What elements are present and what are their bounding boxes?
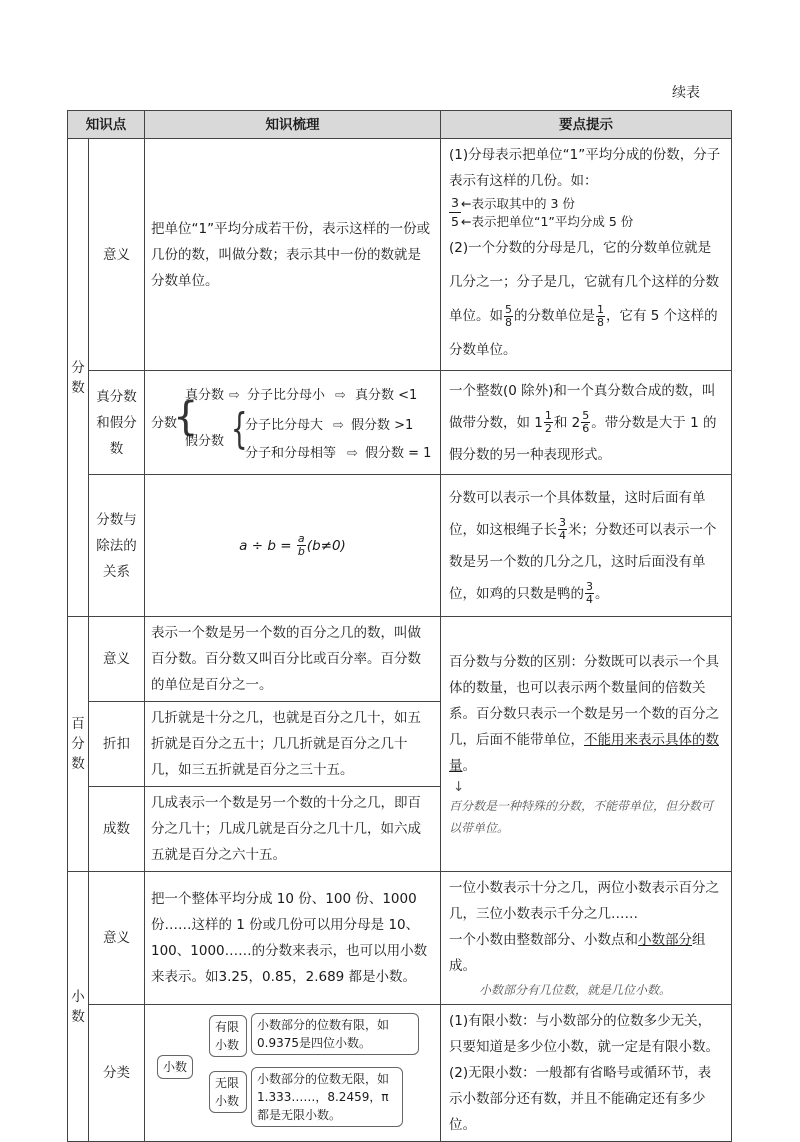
map-branch-improper: 假分数: [185, 433, 225, 449]
fraction-meaning-tip: [441, 139, 732, 371]
tree-branch-finite: 有限小数: [209, 1015, 247, 1057]
decimal-classification-tip: (1)有限小数：与小数部分的位数多少无关，只要知道是多少位小数，就一定是有限小数。 (2)无限小数：一般都有省略号或循环节，表示小数部分还有数，并且不能确定还有多少位。: [441, 1005, 732, 1142]
section-label-fraction: 分数: [68, 139, 89, 617]
tree-leaf-finite: 小数部分的位数有限，如0.9375是四位小数。: [251, 1013, 419, 1055]
fraction-meaning-content: 把单位“1”平均分成若干份，表示这样的一份或几份的数，叫做分数；表示其中一份的数就是分数单位。: [145, 139, 441, 371]
division-formula: a ÷ b = $\frac{a}{b}$ (b≠0): [145, 475, 441, 617]
row-label: 折扣: [89, 702, 145, 787]
table-header-row: [68, 111, 732, 139]
decimal-meaning-tip: 一位小数表示十分之几，两位小数表示百分之几，三位小数表示千分之几…… 一个小数由整数部分、小数点和小数部分组成。 小数部分有几位数，就是几位小数。: [441, 872, 732, 1005]
underlined-text: 小数部分: [638, 932, 692, 948]
row-label: 分数与除法的关系: [89, 475, 145, 617]
continued-label: 续表: [672, 85, 700, 101]
header-key-tips: 要点提示: [441, 111, 732, 139]
fraction-classification-map: [145, 371, 441, 475]
fraction-5-6: $\frac{5}{6}$: [582, 409, 590, 435]
tree-leaf-infinite: 小数部分的位数无限，如1.333……，8.2459，π都是无限小数。: [251, 1067, 403, 1127]
knowledge-table: [67, 110, 732, 1142]
division-tip: 分数可以表示一个具体数量，这时后面有单位，如这根绳子长 $\frac{3}{4}$ 米；分数还可以表示一个数是另一个数的几分之几，这时后面没有单位，如鸡的只数是鸭的 $\frac{3}{4}$ 。: [441, 475, 732, 617]
tip-text: (1)分母表示把单位“1”平均分成的份数，分子表示有这样的几份。如：: [449, 147, 721, 189]
row-label: 真分数和假分数: [89, 371, 145, 475]
fraction-a-b: $\frac{a}{b}$: [297, 532, 305, 558]
fraction-5-8: $\frac{5}{8}$: [505, 302, 512, 329]
tip-text: (2)一个分数的分母是几，它的分数单位就是几分之一；分子是几，它就有几个这样的分数单位。如 $\frac{5}{8}$ 的分数单位是 $\frac{1}{8}$ ，它有 5 个这样的分数单位。: [449, 240, 719, 358]
brace-icon: {: [173, 393, 199, 440]
percent-discount-content: 几折就是十分之几，也就是百分之几十，如五折就是百分之五十；几几折就是百分之几十几，如三五折就是百分之三十五。: [145, 702, 441, 787]
header-knowledge-review: 知识梳理: [145, 111, 441, 139]
table-row: [68, 872, 732, 1005]
tree-branch-infinite: 无限小数: [209, 1071, 247, 1113]
table-row: [68, 475, 732, 617]
proper-improper-tip: 一个整数(0 除外)和一个真分数合成的数，叫做带分数，如 1 $\frac{1}{2}$ 和 2 $\frac{5}{6}$ 。带分数是大于 1 的假分数的另一种表现形式。: [441, 371, 732, 475]
note-numerator-text: ←表示取其中的 3 份: [461, 195, 575, 211]
row-label: 成数: [89, 787, 145, 872]
arrow-icon: ⇨: [335, 387, 346, 403]
fraction-1-8: $\frac{1}{8}$: [597, 302, 604, 329]
map-result: 真分数 <1: [355, 387, 418, 403]
note-denominator: 5: [451, 214, 459, 229]
handwritten-note: 百分数是一种特殊的分数，不能带单位，但分数可以带单位。: [449, 799, 714, 835]
fraction-3-4: $\frac{3}{4}$: [586, 580, 593, 606]
row-label: 分类: [89, 1005, 145, 1142]
fraction-3-4: $\frac{3}{4}$: [559, 516, 566, 542]
table-row: [68, 139, 732, 371]
underlined-text: 不能用来表示具体的数量: [449, 732, 719, 774]
percent-meaning-content: 表示一个数是另一个数的百分之几的数，叫做百分数。百分数又叫百分比或百分率。百分数的单位是百分之一。: [145, 617, 441, 702]
map-rule: 分子和分母相等: [245, 445, 337, 461]
table-row: [68, 1005, 732, 1142]
map-result: 假分数 = 1: [365, 445, 432, 461]
decimal-classification-tree: [145, 1005, 441, 1142]
map-branch-proper: 真分数: [185, 387, 225, 403]
map-result: 假分数 >1: [351, 417, 414, 433]
row-label: 意义: [89, 139, 145, 371]
table-row: [68, 371, 732, 475]
note-numerator: 3: [449, 194, 461, 213]
brace-icon: {: [231, 405, 248, 454]
fraction-1-2: $\frac{1}{2}$: [544, 409, 552, 435]
section-label-decimal: 小数: [68, 872, 89, 1142]
fraction-annotation: [449, 194, 723, 231]
arrow-down-icon: ↓: [453, 779, 465, 795]
handwritten-note: 小数部分有几位数，就是几位小数。: [479, 983, 672, 997]
row-label: 意义: [89, 872, 145, 1005]
map-rule: 分子比分母小: [247, 387, 326, 403]
row-label: 意义: [89, 617, 145, 702]
percent-success-content: 几成表示一个数是另一个数的十分之几，即百分之几十；几成几就是百分之几十几，如六成五就是百分之六十五。: [145, 787, 441, 872]
decimal-meaning-content: 把一个整体平均分成 10 份、100 份、1000 份……这样的 1 份或几份可以用分母是 10、100、1000……的分数来表示，也可以用小数来表示。如3.25，0.85，2.689 都是小数。: [145, 872, 441, 1005]
table-row: [68, 617, 732, 702]
map-root: 分数: [151, 415, 178, 431]
arrow-icon: ⇨: [229, 387, 240, 403]
percent-tip: 百分数与分数的区别：分数既可以表示一个具体的数量，也可以表示两个数量间的倍数关系。百分数只表示一个数是另一个数的百分之几，后面不能带单位，不能用来表示具体的数量。 ↓ 百分数是一种特殊的分数，不能带单位，但分数可以带单位。: [441, 617, 732, 872]
header-knowledge-point: 知识点: [68, 111, 145, 139]
section-label-percent: 百分数: [68, 617, 89, 872]
tree-root: 小数: [157, 1055, 193, 1079]
arrow-icon: ⇨: [333, 417, 344, 433]
arrow-icon: ⇨: [347, 445, 358, 461]
map-rule: 分子比分母大: [245, 417, 324, 433]
note-denominator-text: ←表示把单位“1”平均分成 5 份: [461, 214, 634, 229]
